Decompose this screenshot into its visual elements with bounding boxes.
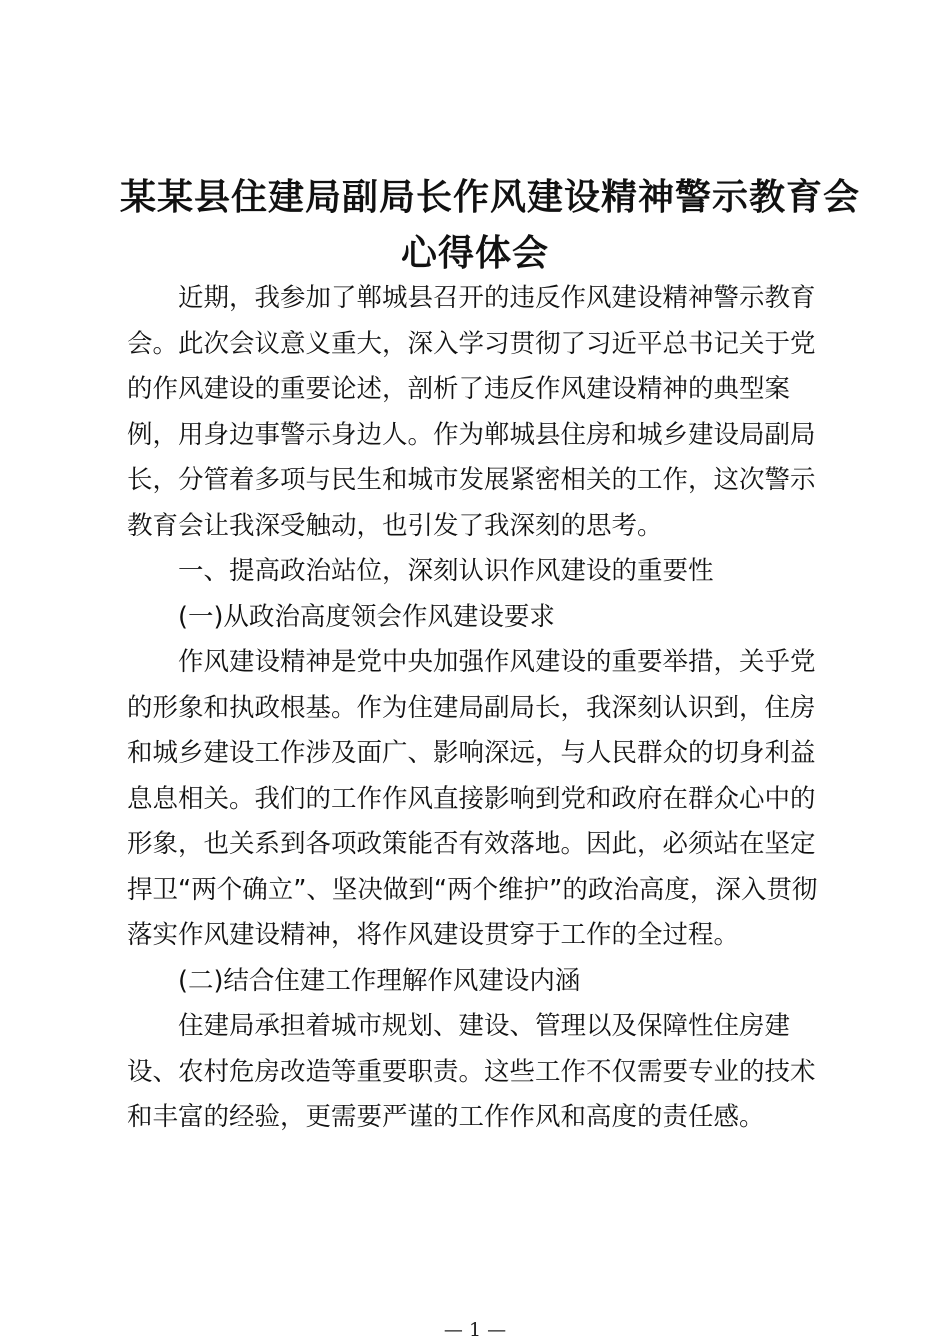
page-number: — 1 —: [443, 1319, 507, 1341]
paragraph-line: 近期，我参加了郸城县召开的违反作风建设精神警示教育: [178, 283, 816, 313]
paragraph-line: 作风建设精神是党中央加强作风建设的重要举措，关乎党: [178, 647, 816, 677]
paragraph-line: 和城乡建设工作涉及面广、影响深远，与人民群众的切身利益: [127, 738, 816, 768]
paragraph-line: 会。此次会议意义重大，深入学习贯彻了习近平总书记关于党: [127, 328, 816, 359]
paragraph-line: 的形象和执政根基。作为住建局副局长，我深刻认识到，住房: [127, 692, 816, 723]
paragraph-line: 教育会让我深受触动，也引发了我深刻的思考。: [127, 510, 663, 541]
subsection-heading-2: (二)结合住建工作理解作风建设内涵: [178, 965, 581, 996]
title-line-2: 心得体会: [400, 233, 549, 274]
paragraph-intro: [127, 276, 822, 549]
section-heading-1: 一、提高政治站位，深刻认识作风建设的重要性: [178, 556, 714, 586]
paragraph-housing-work: [127, 1004, 822, 1141]
title-line-1: 某某县住建局副局长作风建设精神警示教育会: [120, 177, 861, 218]
paragraph-line: 住建局承担着城市规划、建设、管理以及保障性住房建: [178, 1011, 791, 1041]
subsection-heading-1: (一)从政治高度领会作风建设要求: [178, 601, 555, 632]
paragraph-line: 和丰富的经验，更需要严谨的工作作风和高度的责任感。: [127, 1102, 765, 1132]
paragraph-line: 长，分管着多项与民生和城市发展紧密相关的工作，这次警示: [127, 465, 816, 495]
paragraph-line: 例，用身边事警示身边人。作为郸城县住房和城乡建设局副局: [127, 419, 816, 450]
paragraph-political-height: [127, 640, 822, 959]
paragraph-line: 设、农村危房改造等重要职责。这些工作不仅需要专业的技术: [127, 1056, 816, 1087]
document-title: [120, 170, 861, 282]
paragraph-line: 息息相关。我们的工作作风直接影响到党和政府在群众心中的: [127, 783, 816, 814]
paragraph-line: 形象，也关系到各项政策能否有效落地。因此，必须站在坚定: [127, 829, 816, 859]
paragraph-line: 落实作风建设精神，将作风建设贯穿于工作的全过程。: [127, 920, 740, 950]
paragraph-line: 的作风建设的重要论述，剖析了违反作风建设精神的典型案: [127, 374, 791, 404]
paragraph-line: 捍卫“两个确立”、坚决做到“两个维护”的政治高度，深入贯彻: [127, 874, 818, 905]
document-body: [127, 276, 822, 1141]
